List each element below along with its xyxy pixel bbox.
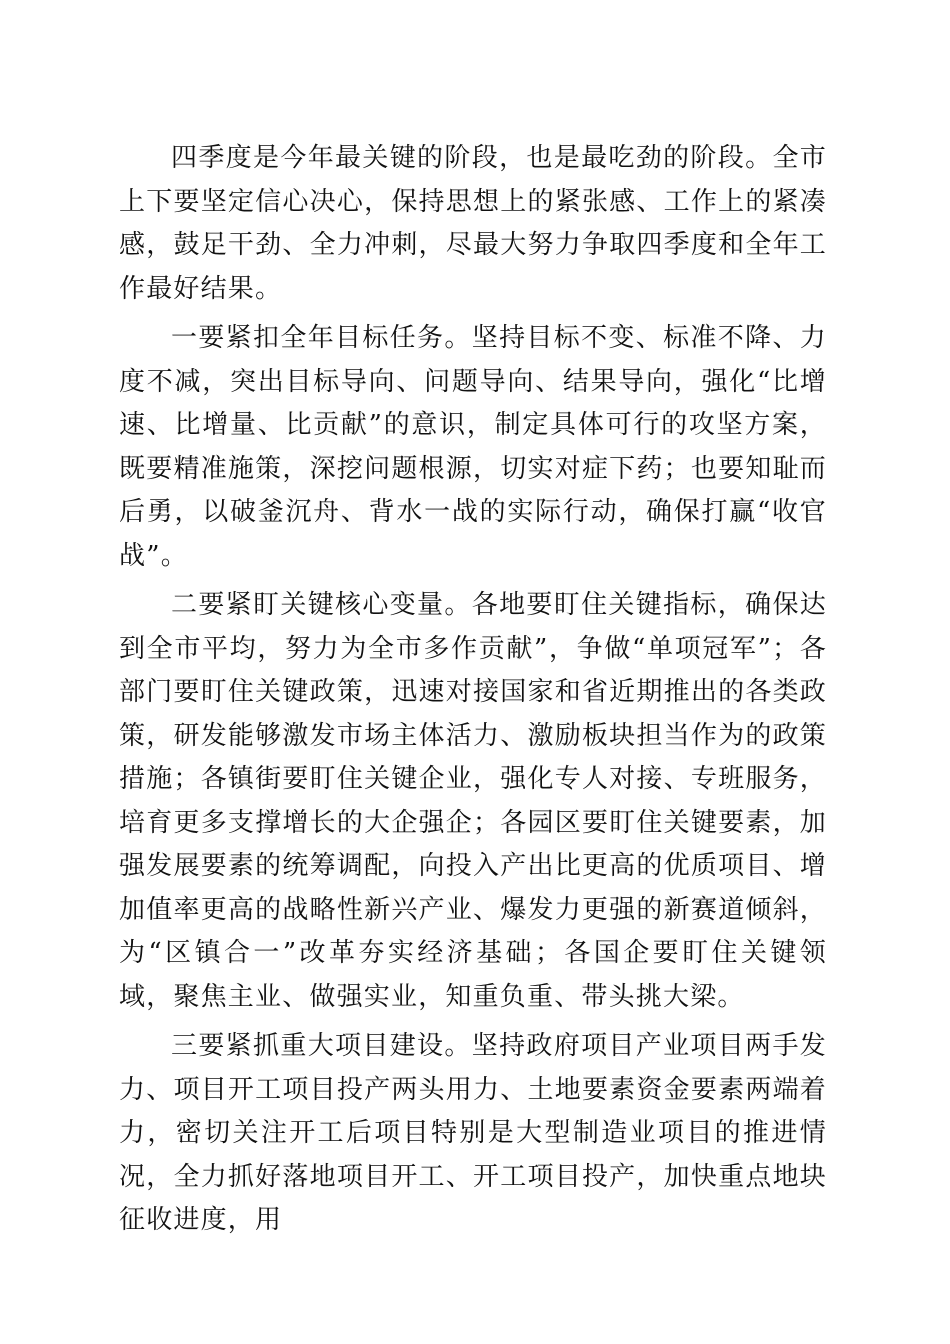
paragraph-intro: 四季度是今年最关键的阶段，也是最吃劲的阶段。全市上下要坚定信心决心，保持思想上的紧张感、工作上的紧凑感，鼓足干劲、全力冲刺，尽最大努力争取四季度和全年工作最好结果。 [119,143,827,304]
paragraph-point-two: 二要紧盯关键核心变量。各地要盯住关键指标，确保达到全市平均，努力为全市多作贡献”，争做“单项冠军”；各部门要盯住关键政策，迅速对接国家和省近期推出的各类政策，研发能够激发市场主体活力、激励板块担当作为的政策措施；各镇街要盯住关键企业，强化专人对接、专班服务，培育更多支撑增长的大企强企；各园区要盯住关键要素，加强发展要素的统筹调配，向投入产出比更高的优质项目、增加值率更高的战略性新兴产业、爆发力更强的新赛道倾斜，为“区镇合一”改革夯实经济基础；各国企要盯住关键领域，聚焦主业、做强实业，知重负重、带头挑大梁。 [119,590,827,1012]
paragraph-point-one: 一要紧扣全年目标任务。坚持目标不变、标准不降、力度不减，突出目标导向、问题导向、结果导向，强化“比增速、比增量、比贡献”的意识，制定具体可行的攻坚方案，既要精准施策，深挖问题根源，切实对症下药；也要知耻而后勇，以破釜沉舟、背水一战的实际行动，确保打赢“收官战”。 [119,323,827,571]
document-body [119,137,827,1249]
paragraph-point-three: 三要紧抓重大项目建设。坚持政府项目产业项目两手发力、项目开工项目投产两头用力、土地要素资金要素两端着力，密切关注开工后项目特别是大型制造业项目的推进情况，全力抓好落地项目开工、开工项目投产，加快重点地块征收进度，用 [119,1031,827,1235]
